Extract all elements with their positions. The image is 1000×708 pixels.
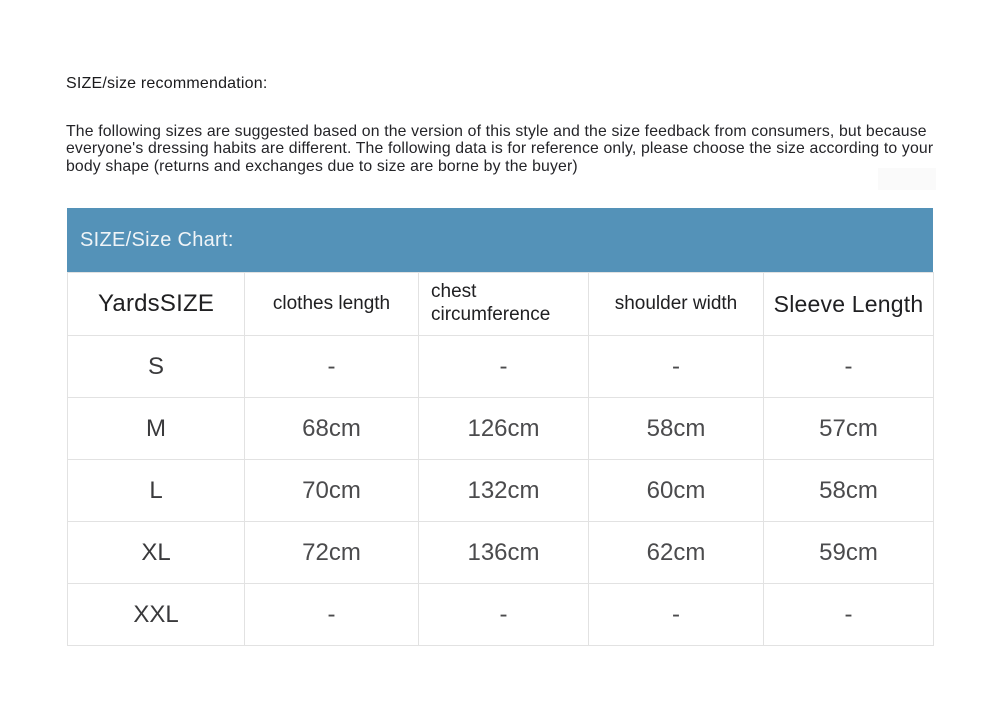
column-header-shoulder-width: shoulder width: [589, 273, 764, 336]
value-cell: -: [419, 584, 589, 646]
value-cell: 58cm: [589, 398, 764, 460]
size-recommendation-paragraph: The following sizes are suggested based on the version of this style and the size feedback from consumers, but because everyone's dressing habits are different. The following data is for reference only, please choose the size according to your body shape (returns and exchanges due to size are borne by the buyer): [66, 123, 934, 175]
size-label: L: [68, 460, 245, 522]
value-cell: -: [419, 336, 589, 398]
value-cell: -: [589, 584, 764, 646]
column-header-clothes-length: clothes length: [245, 273, 419, 336]
size-label: M: [68, 398, 245, 460]
value-cell: -: [589, 336, 764, 398]
value-cell: 72cm: [245, 522, 419, 584]
value-cell: 68cm: [245, 398, 419, 460]
column-header-size: YardsSIZE: [68, 273, 245, 336]
value-cell: 58cm: [764, 460, 934, 522]
value-cell: 57cm: [764, 398, 934, 460]
size-label: S: [68, 336, 245, 398]
size-recommendation-heading: SIZE/size recommendation:: [66, 75, 268, 92]
size-chart-table: [67, 272, 934, 646]
value-cell: -: [764, 336, 934, 398]
value-cell: 136cm: [419, 522, 589, 584]
value-cell: 59cm: [764, 522, 934, 584]
value-cell: 132cm: [419, 460, 589, 522]
column-header-sleeve-length: Sleeve Length: [764, 273, 934, 336]
table-row-size-l: [68, 460, 934, 522]
value-cell: 62cm: [589, 522, 764, 584]
size-label: XXL: [68, 584, 245, 646]
size-chart-banner: [67, 208, 933, 272]
table-row-size-s: [68, 336, 934, 398]
size-chart-title: SIZE/Size Chart:: [80, 228, 234, 251]
value-cell: -: [245, 584, 419, 646]
value-cell: 126cm: [419, 398, 589, 460]
table-row-size-xxl: [68, 584, 934, 646]
table-row-size-m: [68, 398, 934, 460]
faint-watermark-artifact: [878, 168, 936, 190]
value-cell: -: [764, 584, 934, 646]
value-cell: -: [245, 336, 419, 398]
value-cell: 60cm: [589, 460, 764, 522]
value-cell: 70cm: [245, 460, 419, 522]
table-row-size-xl: [68, 522, 934, 584]
size-chart-header-row: [68, 273, 934, 336]
column-header-chest-circumference: chest circumference: [419, 273, 589, 336]
size-label: XL: [68, 522, 245, 584]
